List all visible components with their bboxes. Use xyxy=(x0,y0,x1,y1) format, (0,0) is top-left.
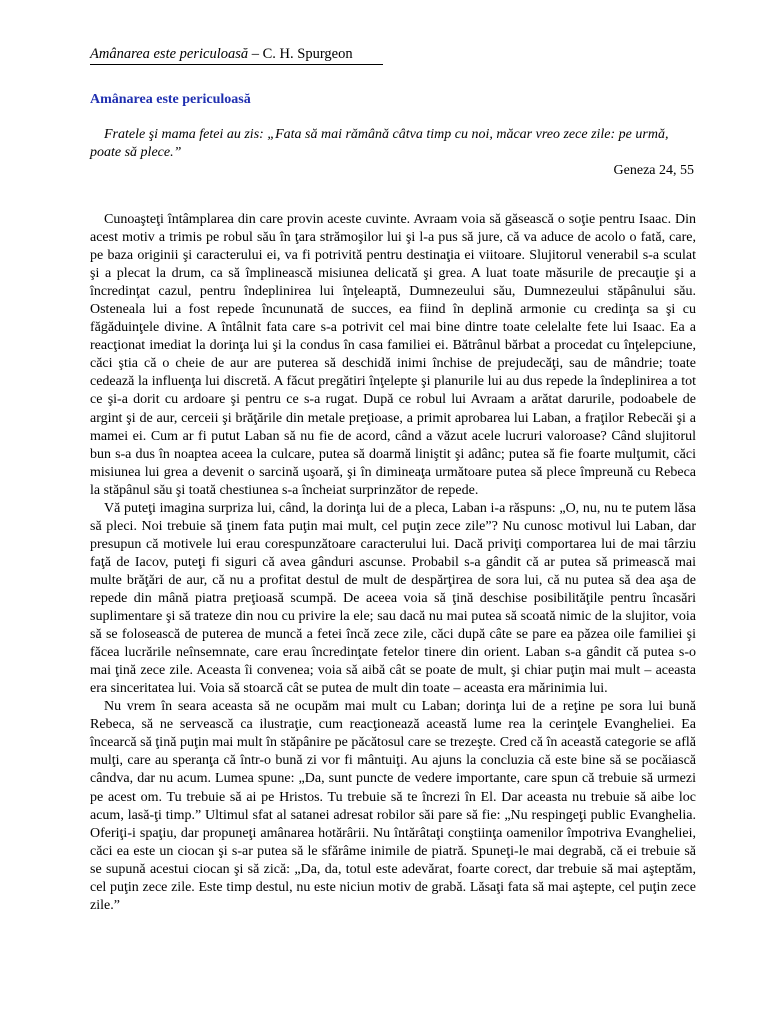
running-header xyxy=(90,45,353,63)
document-title: Amânarea este periculoasă xyxy=(90,92,251,107)
running-header-title: Amânarea este periculoasă xyxy=(90,46,249,62)
paragraph: Vă puteţi imagina surpriza lui, când, la dorinţa lui de a pleca, Laban i-a răspuns: „O, nu, nu te putem lăsa să pleci. Noi trebuie să ţinem fata puţin mai mult, cel puţin zece zile”? Nu cunosc motivul lui Laban, dar presupun că motivele lui erau corespunzătoare caracterului lui. Dacă priviţi comportarea lui de mai târziu faţă de Iacov, puteţi fi siguri că avea gânduri ascunse. Probabil s-a gândit că ar putea să primească mai multe brăţări de aur, că nu a profitat destul de mult de despărţirea de sora lui, că nu putea să dea aşa de repede din mână piatra preţioasă scumpă. De aceea voia să ţină deschise posibilităţile pentru încasări suplimentare şi să trateze din nou cu privire la ele; sau dacă nu mai putea să scoată nimic de la slujitor, voia să se folosească de puterea de muncă a fetei încă zece zile, căci după câte se pare ea păzea oile familiei şi făcea lucrările neînsemnate, care erau încredinţate fetelor tinere din orient. Laban s-a gândit că putea s-o mai ţină zece zile. Aceasta îi convenea; voia să aibă cât se poate de mult, şi chiar puţin mai mult – aceasta era sinceritatea lui. Voia să stoarcă cât se putea de mult din toate – aceasta era mărinimia lui. xyxy=(90,500,696,697)
body-text xyxy=(90,211,696,915)
motto-quote: Fratele şi mama fetei au zis: „Fata să mai rămână câtva timp cu noi, măcar vreo zece zile: pe urmă, poate să plece.” xyxy=(90,127,669,160)
header-divider xyxy=(90,64,383,65)
paragraph: Cunoaşteţi întâmplarea din care provin aceste cuvinte. Avraam voia să găsească o soţie pentru Isaac. Din acest motiv a trimis pe robul său în ţara strămoşilor lui şi l-a pus să jure, că va aduce de acolo o fată, care, pe baza originii şi caracterului ei, va fi potrivită pentru destinaţia ei viitoare. Slujitorul venerabil s-a sculat şi a plecat la drum, ca să împlinească misiunea delicată şi grea. A luat toate măsurile de precauţie şi a încredinţat cazul, pentru îndeplinirea lui înţeleaptă, Dumnezeului său, Dumnezeului stăpânului său. Osteneala lui a fost repede încununată de succes, ea fiind în deplină armonie cu credinţa sa şi cu făgăduinţele divine. A întâlnit fata care s-a potrivit cel mai bine dintre toate celelalte fete lui Isaac. Ea a reacţionat imediat la dorinţa lui şi la condus în casa familiei ei. Bătrânul bărbat a procedat cu înţelepciune, căci ştia că o cheie de aur are puterea să deschidă inimi închise de prejudecăţi, sau de mândrie; toate cedează la influenţa lui discretă. A făcut pregătiri înţelepte şi planurile lui au dus repede la îndeplinirea a tot ce şi-a dorit cu ardoare şi pentru ce s-a rugat. După ce robul lui Avraam a arătat darurile, podoabele de argint şi de aur, cerceii şi brăţările din metale preţioase, a primit aprobarea lui Laban, a fraţilor Rebecăi şi a mamei ei. Cum ar fi putut Laban să nu fie de acord, când a văzut acele lucruri valoroase? Când slujitorul bun s-a dus în noaptea aceea la culcare, putea să doarmă liniştit şi adânc; putea să fie foarte mulţumit, căci misiunea lui grea a devenit o sarcină uşoară, şi în dimineaţa următoare putea să plece împreună cu Rebeca la stăpânul său şi toată chestiunea s-a încheiat surprinzător de repede. xyxy=(90,212,696,498)
paragraph: Nu vrem în seara aceasta să ne ocupăm mai mult cu Laban; dorinţa lui de a reţine pe sora lui bună Rebeca, să ne servească ca ilustraţie, cum reacţionează această lume rea la cerinţele Evangheliei. Ea încearcă să ţină puţin mai mult în stăpânire pe păcătosul care se trezeşte. Cred că în această categorie se află mulţi, care au speranţa că într-o bună zi vor fi mântuiţi. Au ajuns la concluzia că este bine să se pocăiască cândva, dar nu acum. Lumea spune: „Da, sunt puncte de vedere importante, care spun că trebuie să urmezi pe acest om. Tu trebuie să ai pe Hristos. Tu trebuie să te încrezi în El. Dar aceasta nu trebuie să aibe loc acum, lasă-ţi timp.” Ultimul sfat al satanei adresat robilor săi pare să fie: „Nu respingeţi public Evanghelia. Oferiţi-i spaţiu, dar propuneţi amânarea hotărârii. Nu întărâtaţi conştiinţa oamenilor împotriva Evangheliei, căci ea este un ciocan şi s-ar putea să le sfărâme inimile de piatră. Spuneţi-le mai degrabă, că ei trebuie să se supună acestui ciocan şi să zică: „Da, da, totul este adevărat, foarte corect, dar trebuie să mai aşteptăm, cel puţin zece zile. Este timp destul, nu este niciun motiv de grabă. Lăsaţi fata să mai aştepte, cel puţin zece zile.” xyxy=(90,699,696,913)
running-header-author: – C. H. Spurgeon xyxy=(248,46,353,62)
motto-reference: Geneza 24, 55 xyxy=(613,163,694,178)
